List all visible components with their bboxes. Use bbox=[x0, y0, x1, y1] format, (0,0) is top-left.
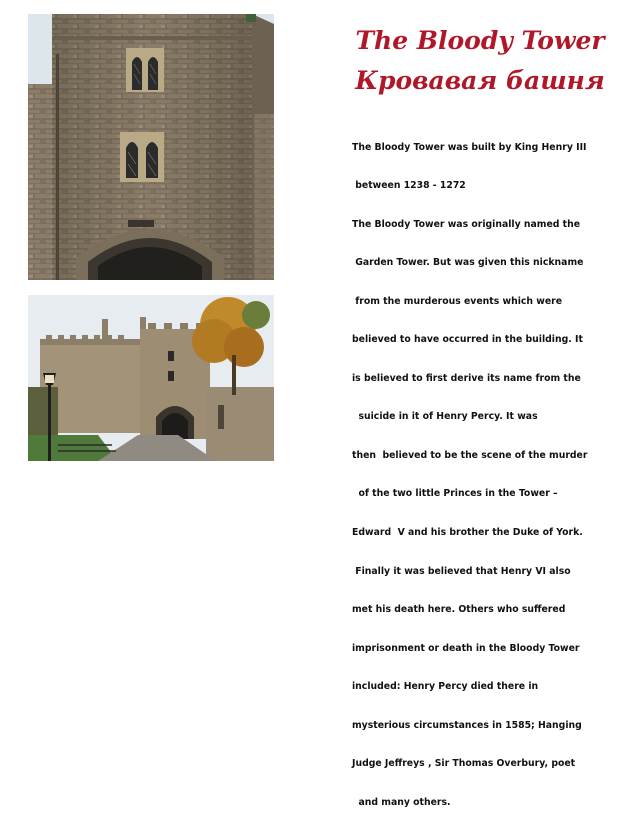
text-line: believed to have occurred in the building. It bbox=[352, 334, 583, 346]
text-line: imprisonment or death in the Bloody Tower bbox=[352, 642, 580, 654]
text-line: suicide in it of Henry Percy. It was bbox=[352, 411, 538, 423]
text-line: included: Henry Percy died there in bbox=[352, 681, 539, 693]
tower-facade-photo bbox=[28, 14, 274, 280]
text-line: met his death here. Others who suffered bbox=[352, 604, 566, 616]
title-russian: Кровавая башня bbox=[355, 66, 605, 95]
title-english: The Bloody Tower bbox=[355, 26, 605, 55]
description-text bbox=[352, 116, 622, 822]
text-line: is believed to first derive its name from the bbox=[352, 372, 581, 384]
text-line: Garden Tower. But was given this nickname bbox=[352, 257, 584, 269]
text-line: then believed to be the scene of the murder bbox=[352, 449, 588, 461]
text-line: between 1238 - 1272 bbox=[352, 180, 466, 192]
tower-gateway-photo bbox=[28, 295, 274, 461]
text-line: Judge Jeffreys , Sir Thomas Overbury, poet bbox=[352, 758, 576, 770]
text-line: and many others. bbox=[352, 796, 451, 808]
text-line: The Bloody Tower was originally named the bbox=[352, 218, 581, 230]
text-line: from the murderous events which were bbox=[352, 295, 563, 307]
text-line: Edward V and his brother the Duke of York. bbox=[352, 527, 583, 538]
text-line: Finally it was believed that Henry VI also bbox=[352, 565, 571, 577]
text-line: mysterious circumstances in 1585; Hanging bbox=[352, 719, 582, 731]
text-line: The Bloody Tower was built by King Henry III bbox=[352, 141, 587, 153]
text-line: of the two little Princes in the Tower – bbox=[352, 488, 558, 500]
